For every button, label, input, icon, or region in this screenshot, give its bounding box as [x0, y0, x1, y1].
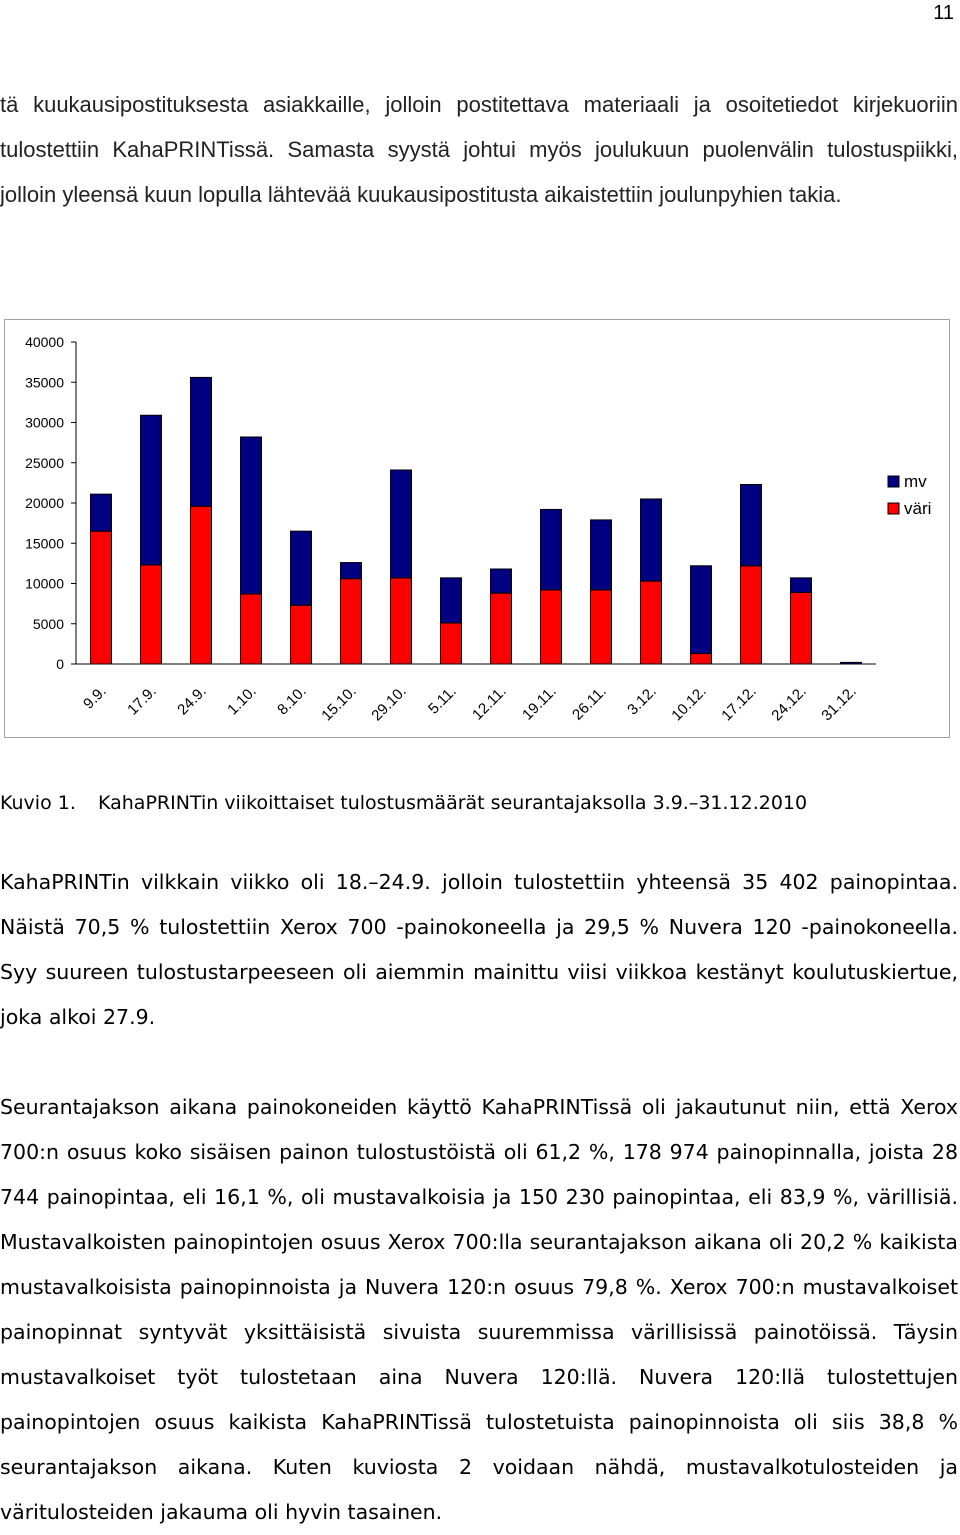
y-tick-label: 30000: [25, 414, 64, 431]
y-tick-label: 10000: [25, 575, 64, 592]
bar-mv-13: [741, 484, 762, 565]
x-tick-label: 3.12.: [624, 682, 660, 719]
figure-caption: [0, 792, 960, 814]
bar-vari-8: [491, 593, 512, 664]
bar-mv-8: [491, 569, 512, 593]
legend-label: mv: [904, 472, 927, 491]
bar-vari-13: [741, 566, 762, 664]
bar-mv-12: [691, 566, 712, 654]
x-tick-label: 26.11.: [569, 682, 610, 724]
bar-mv-15: [841, 662, 862, 664]
bar-vari-6: [391, 578, 412, 664]
x-tick-label: 31.12.: [818, 682, 860, 725]
intro-paragraph: tä kuukausipostituksesta asiakkaille, jolloin postitettava materiaali ja osoitetiedot kirjekuoriin tulostettiin KahaPRINTissä. Samasta syystä johtui myös joulukuun puolenvälin tulostuspiikki, jolloin yleensä kuun lopulla lähtevää kuukausipostitusta aikaistettiin joulunpyhien takia.: [0, 92, 958, 207]
bar-mv-5: [341, 563, 362, 579]
bar-mv-6: [391, 470, 412, 578]
x-tick-label: 15.10.: [318, 682, 360, 725]
paragraph-busiest-week: KahaPRINTin vilkkain viikko oli 18.–24.9. jolloin tulostettiin yhteensä 35 402 painopintaa. Näistä 70,5 % tulostettiin Xerox 700 -painokoneella ja 29,5 % Nuvera 120 -painokoneella. Syy suureen tulostustarpeeseen oli aiemmin mainittu viisi viikkoa kestänyt koulutuskiertue, joka alkoi 27.9.: [0, 870, 958, 1029]
x-tick-label: 24.9.: [174, 682, 210, 719]
bar-vari-10: [591, 590, 612, 664]
bar-vari-3: [241, 594, 262, 664]
bar-mv-14: [791, 578, 812, 592]
caption-label: Kuvio 1.: [0, 792, 76, 814]
bar-mv-11: [641, 499, 662, 581]
page-number: 11: [933, 2, 954, 24]
bar-vari-7: [441, 623, 462, 664]
y-tick-label: 20000: [25, 495, 64, 511]
x-tick-label: 10.12.: [668, 682, 710, 725]
x-tick-label: 19.11.: [519, 682, 560, 724]
legend-swatch-mv: [888, 476, 899, 487]
bar-mv-9: [541, 509, 562, 590]
bar-vari-11: [641, 581, 662, 664]
bar-mv-1: [141, 415, 162, 565]
bar-mv-10: [591, 520, 612, 590]
x-tick-label: 8.10.: [274, 682, 310, 719]
paragraph-tracking-period: Seurantajakson aikana painokoneiden käyttö KahaPRINTissä oli jakautunut niin, että Xerox 700:n osuus koko sisäisen painon tulostustöistä oli 61,2 %, 178 974 painopinnalla, joista 28 744 painopintaa, eli 16,1 %, oli mustavalkoisia ja 150 230 painopintaa, eli 83,9 %, värillisiä. Mustavalkoisten painopintojen osuus Xerox 700:lla seurantajakson aikana oli 20,2 % kaikista mustavalkoisista painopinnoista ja Nuvera 120:n osuus 79,8 %. Xerox 700:n mustavalkoiset painopinnat syntyvät yksittäisistä sivuista suuremmissa värillisissä painotöissä. Täysin mustavalkoiset työt tulostetaan aina Nuvera 120:llä. Nuvera 120:llä tulostettujen painopintojen osuus kaikista KahaPRINTissä tulostetuista painopinnoista oli siis 38,8 % seurantajakson aikana. Kuten kuviosta 2 voidaan nähdä, mustavalkotulosteiden ja väritulosteiden jakauma oli hyvin tasainen.: [0, 1095, 958, 1524]
x-tick-label: 5.11.: [425, 682, 460, 718]
y-tick-label: 35000: [25, 374, 64, 391]
x-tick-label: 12.11.: [469, 682, 510, 724]
y-tick-label: 25000: [25, 454, 64, 471]
legend-swatch-vari: [888, 503, 899, 514]
x-tick-label: 9.9.: [80, 682, 110, 713]
bar-vari-1: [141, 565, 162, 664]
bar-vari-4: [291, 605, 312, 664]
bar-mv-2: [191, 377, 212, 506]
y-tick-label: 40000: [25, 334, 64, 350]
bar-vari-14: [791, 592, 812, 664]
x-tick-label: 24.12.: [768, 682, 810, 725]
x-tick-label: 29.10.: [368, 682, 410, 725]
bar-mv-0: [91, 494, 112, 531]
bar-mv-3: [241, 437, 262, 594]
x-tick-label: 17.12.: [718, 682, 760, 725]
bar-vari-2: [191, 506, 212, 664]
legend-label: väri: [904, 499, 932, 518]
bar-vari-12: [691, 654, 712, 664]
bar-vari-5: [341, 579, 362, 664]
x-tick-label: 1.10.: [224, 682, 260, 719]
y-tick-label: 5000: [32, 615, 64, 632]
x-tick-label: 17.9.: [124, 682, 160, 719]
y-tick-label: 0: [56, 656, 64, 672]
bar-vari-0: [91, 531, 112, 664]
bar-vari-9: [541, 590, 562, 664]
y-tick-label: 15000: [25, 535, 64, 552]
caption-text: KahaPRINTin viikoittaiset tulostusmäärät seurantajaksolla 3.9.–31.12.2010: [98, 792, 808, 814]
bar-mv-4: [291, 531, 312, 605]
bar-mv-7: [441, 578, 462, 623]
weekly-print-chart: [4, 319, 950, 738]
